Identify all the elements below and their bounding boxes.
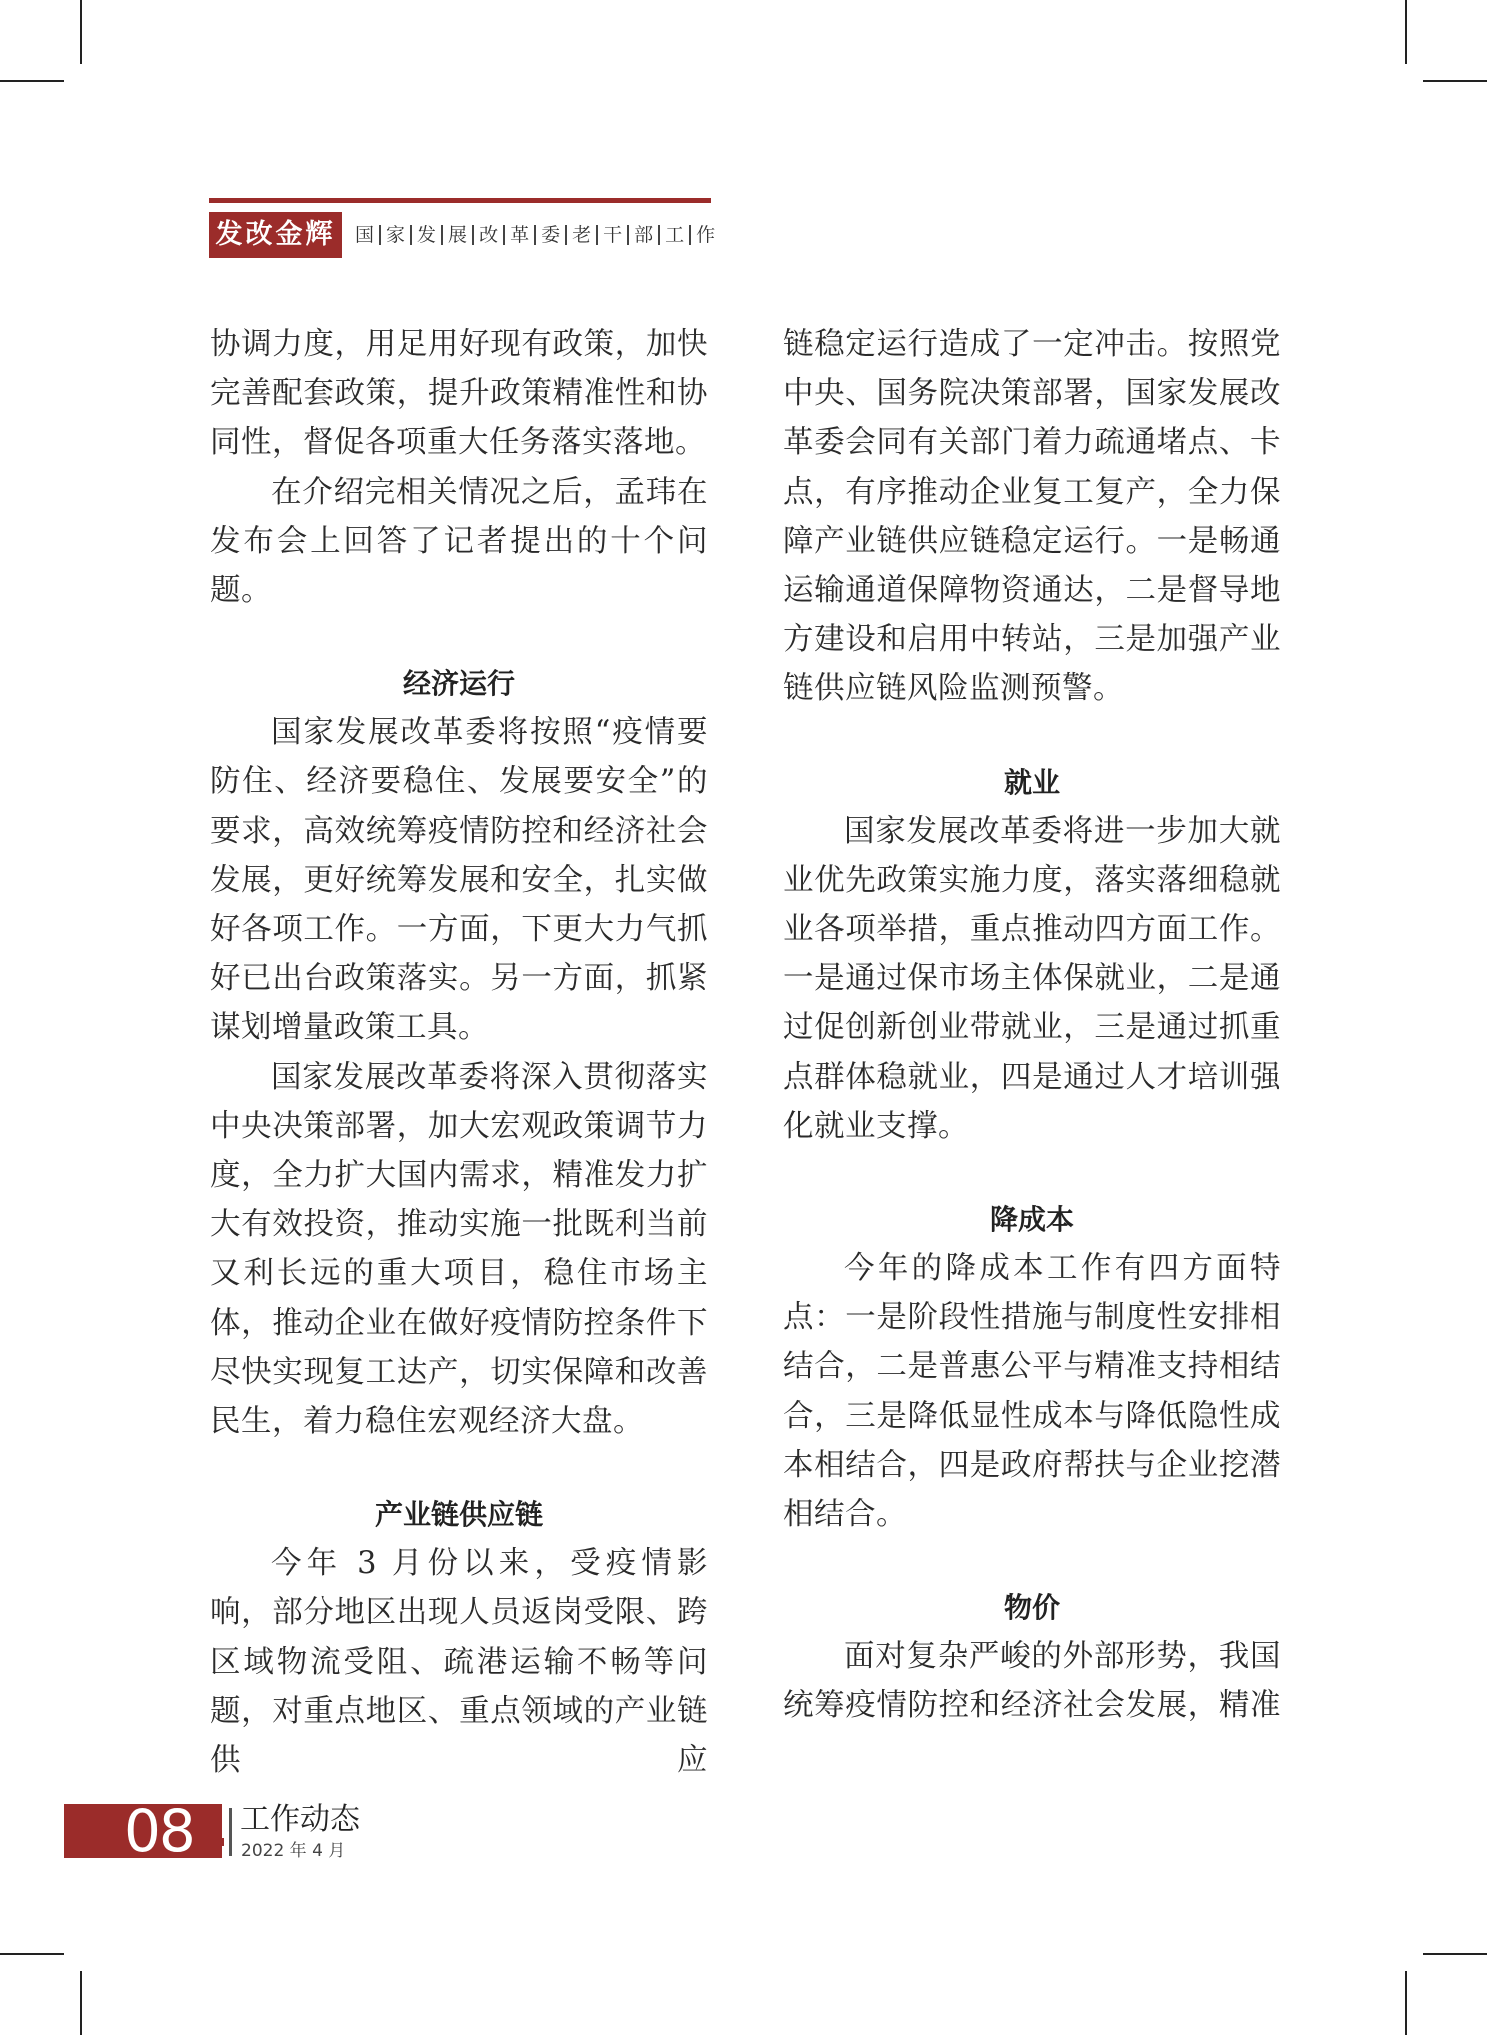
subtitle-char: 展 bbox=[443, 225, 474, 245]
paragraph: 今年 3 月份以来，受疫情影响，部分地区出现人员返岗受限、跨区域物流受阻、疏港运输不畅等问题，对重点地区、重点领域的产业链供应 bbox=[210, 1546, 708, 1779]
paragraph: 今年的降成本工作有四方面特点：一是阶段性措施与制度性安排相结合，二是普惠公平与精准支持相结合，三是降低显性成本与降低隐性成本相结合，四是政府帮扶与企业挖潜相结合。 bbox=[783, 1251, 1281, 1533]
subtitle-char: 改 bbox=[474, 225, 505, 245]
crop-mark bbox=[0, 80, 64, 82]
subtitle-char: 工 bbox=[660, 225, 691, 245]
right-column bbox=[783, 320, 1281, 1731]
section-heading: 产业链供应链 bbox=[374, 1498, 543, 1532]
crop-mark bbox=[80, 1971, 82, 2035]
section-heading: 就业 bbox=[1003, 765, 1060, 799]
paragraph: 国家发展改革委将按照“疫情要防住、经济要稳住、发展要安全”的要求，高效统筹疫情防控和经济社会发展，更好统筹发展和安全，扎实做好各项工作。一方面，下更大力气抓好已出台政策落实。另一方面，抓紧谋划增量政策工具。 bbox=[210, 715, 708, 1046]
subtitle-char: 干 bbox=[598, 225, 629, 245]
footer-divider bbox=[229, 1808, 232, 1856]
paragraph: 链稳定运行造成了一定冲击。按照党中央、国务院决策部署，国家发展改革委会同有关部门着力疏通堵点、卡点，有序推动企业复工复产，全力保障产业链供应链稳定运行。一是畅通运输通道保障物资通达，二是督导地方建设和启用中转站，三是加强产业链供应链风险监测预警。 bbox=[783, 327, 1281, 707]
brand-logo: 发改金辉 bbox=[209, 212, 342, 258]
header-rule bbox=[209, 198, 711, 203]
crop-mark bbox=[0, 1953, 64, 1955]
crop-mark bbox=[1405, 0, 1407, 64]
crop-mark bbox=[1405, 1971, 1407, 2035]
page-number-dot bbox=[216, 1838, 224, 1846]
page-number: 08 bbox=[124, 1797, 194, 1865]
subtitle-char: 委 bbox=[536, 225, 567, 245]
paragraph: 国家发展改革委将深入贯彻落实中央决策部署，加大宏观政策调节力度，全力扩大国内需求，精准发力扩大有效投资，推动实施一批既利当前又利长远的重大项目，稳住市场主体，推动企业在做好疫情防控条件下尽快实现复工达产，切实保障和改善民生，着力稳住宏观经济大盘。 bbox=[210, 1059, 708, 1440]
paragraph: 在介绍完相关情况之后，孟玮在发布会上回答了记者提出的十个问题。 bbox=[210, 474, 708, 609]
section-title: 工作动态 bbox=[240, 1802, 360, 1837]
subtitle-char: 老 bbox=[567, 225, 598, 245]
subtitle-char: 国 bbox=[350, 225, 381, 245]
header-subtitle bbox=[350, 212, 720, 258]
subtitle-char: 部 bbox=[629, 225, 660, 245]
subtitle-char: 革 bbox=[505, 225, 536, 245]
paragraph: 面对复杂严峻的外部形势，我国统筹疫情防控和经济社会发展，精准 bbox=[783, 1639, 1281, 1724]
section-heading: 降成本 bbox=[989, 1203, 1074, 1237]
section-heading: 物价 bbox=[1003, 1591, 1060, 1625]
subtitle-char: 家 bbox=[381, 225, 412, 245]
crop-mark bbox=[1423, 1953, 1487, 1955]
paragraph: 协调力度，用足用好现有政策，加快完善配套政策，提升政策精准性和协同性，督促各项重大任务落实落地。 bbox=[210, 327, 708, 461]
section-heading: 经济运行 bbox=[402, 667, 515, 701]
subtitle-char: 发 bbox=[412, 225, 443, 245]
subtitle-char: 作 bbox=[696, 224, 716, 246]
crop-mark bbox=[1423, 80, 1487, 82]
paragraph: 国家发展改革委将进一步加大就业优先政策实施力度，落实落细稳就业各项举措，重点推动四方面工作。一是通过保市场主体保就业，二是通过促创新创业带就业，三是通过抓重点群体稳就业，四是通过人才培训强化就业支撑。 bbox=[783, 813, 1281, 1144]
left-column bbox=[210, 320, 708, 1785]
crop-mark bbox=[80, 0, 82, 64]
issue-date: 2022 年 4 月 bbox=[241, 1841, 346, 1861]
